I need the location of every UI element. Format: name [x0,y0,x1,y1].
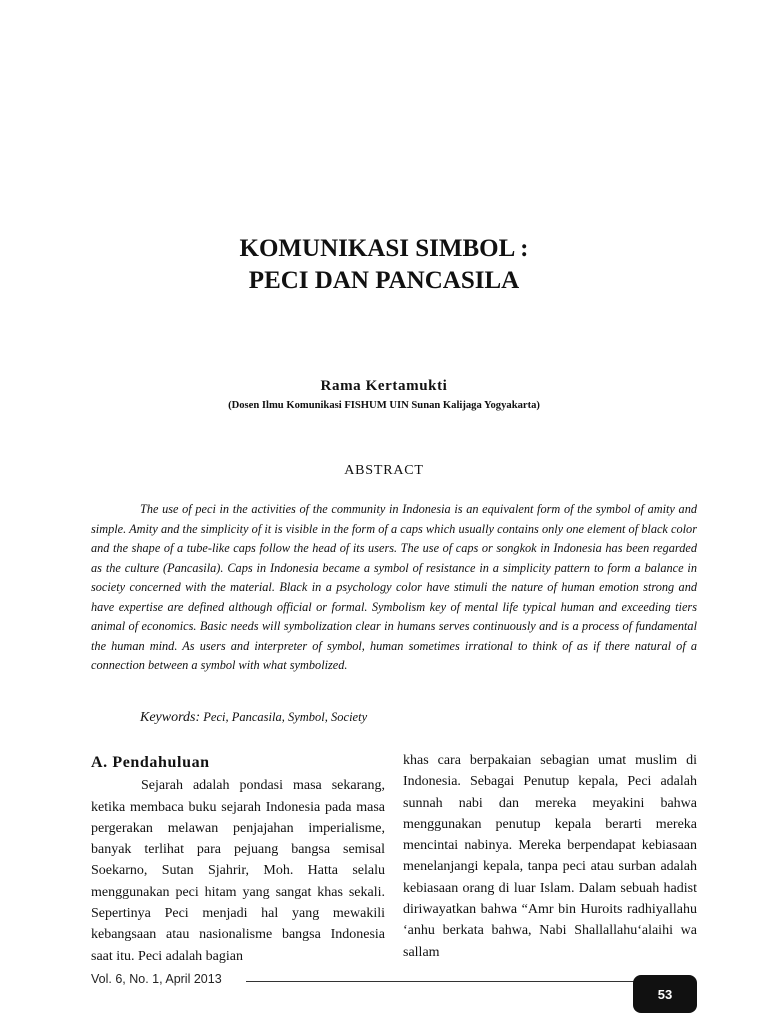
author-affiliation: (Dosen Ilmu Komunikasi FISHUM UIN Sunan Kalijaga Yogyakarta) [228,400,540,411]
section-heading: A. Pendahuluan [91,754,210,771]
body-paragraph-left: Sejarah adalah pondasi masa sekarang, ketika membaca buku sejarah Indonesia pada masa pergerakan melawan penjajahan imperialisme, banyak terlihat para pejuang bangsa semisal Soekarno, Sutan Sjahrir, Moh. Hatta selalu menggunakan peci hitam yang sangat khas sekali. Sepertinya Peci menjadi hal yang mewakili kebangsaan atau nasionalisme bangsa Indonesia saat itu. Peci adalah bagian [91,778,385,964]
abstract-body: The use of peci in the activities of the community in Indonesia is an equivalent form of the symbol of amity and simple. Amity and the simplicity of it is visible in the form of a caps which usually contains only one element of black color and the shape of a tube-like caps follow the head of its users. The use of caps or songkok in Indonesia has been regarded as the culture (Pancasila). Caps in Indonesia became a symbol of resistance in a simplicity pattern to form a balance in society concerned with the material. Black in a psychology color have stimuli the nature of human emotion strong and have expertise are defined although official or formal. Symbolism key of mental life typical human and exceeding tiers animal of economics. Basic needs will symbolization clear in humans serves continuously and is a process of fundamental the human mind. As users and interpreter of symbol, human sometimes irrational to think of as if there natural of a connection between a symbol with what symbolized. [91,502,697,672]
author-name: Rama Kertamukti [320,378,448,394]
keywords-label: Keywords: [140,710,201,725]
body-paragraph-right: khas cara berpakaian sebagian umat muslim di Indonesia. Sebagai Penutup kepala, Peci adalah sunnah nabi dan mereka meyakini bahwa menggunakan penutup kepala berarti mereka mencintai nabinya. Mereka berpendapat kebiasaan menelanjangi kepala, tanpa peci atau surban adalah kebiasaan orang di luar Islam. Dalam sebuah hadist diriwayatkan bahwa “Amr bin Huroits radhiyallahu ‘anhu berkata bahwa, Nabi Shallallahu‘alaihi wa sallam [403,753,697,960]
title-line-2: PECI DAN PANCASILA [248,267,520,294]
paper-title [0,233,768,297]
body-column-left [91,752,385,967]
journal-citation: Vol. 6, No. 1, April 2013 [91,972,222,986]
body-column-right [403,750,697,963]
abstract-heading: ABSTRACT [344,463,424,478]
page-number: 53 [657,986,673,1002]
footer-divider [246,981,634,982]
keywords-line [140,710,367,726]
title-line-1: KOMUNIKASI SIMBOL : [239,235,529,262]
keywords-list: Peci, Pancasila, Symbol, Society [200,710,368,724]
page-number-badge [633,975,697,1013]
